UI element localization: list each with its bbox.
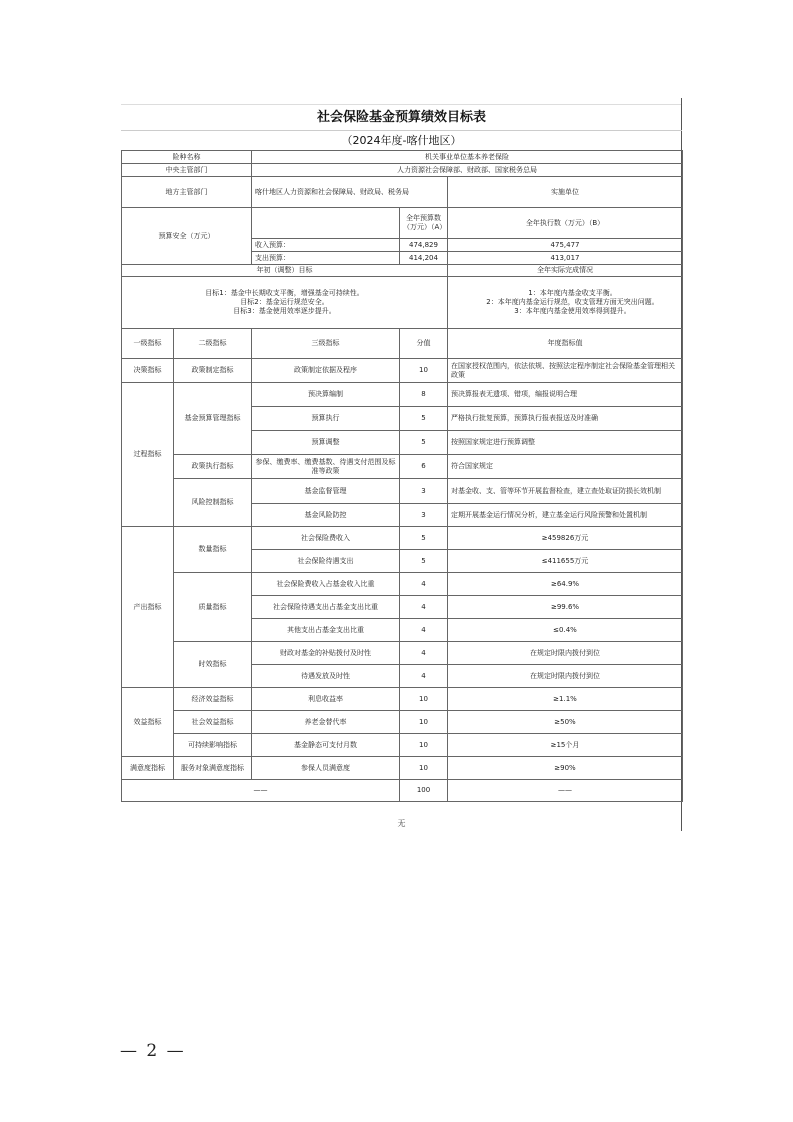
local-dept-label: 地方主管部门 — [122, 177, 252, 208]
indicator-header-row — [122, 329, 683, 359]
goal-right-3: 3：本年度内基金使用效率得到提升。 — [514, 307, 631, 315]
m3-value: ≤0.4% — [448, 619, 683, 642]
total-score: 100 — [400, 780, 448, 802]
local-dept-value: 喀什地区人力资源和社会保障局、财政局、税务局 — [252, 177, 448, 208]
goals-body-row — [122, 277, 683, 329]
effect-economic-row — [122, 688, 683, 711]
impl-unit-label: 实施单位 — [448, 177, 683, 208]
t2-score: 4 — [400, 665, 448, 688]
m1-value: ≥64.9% — [448, 573, 683, 596]
header-level1: 一级指标 — [122, 329, 174, 359]
satisfaction-score: 10 — [400, 757, 448, 780]
m1-score: 4 — [400, 573, 448, 596]
fund-risk-score: 3 — [400, 504, 448, 527]
goals-right — [448, 277, 683, 329]
effect-sustain-row — [122, 734, 683, 757]
budget-prep-row — [122, 383, 683, 407]
budget-label: 预算安全（万元） — [122, 208, 252, 265]
income-b: 475,477 — [448, 239, 683, 252]
process-l1: 过程指标 — [122, 383, 174, 527]
central-dept-value: 人力资源社会保障部、财政部、国家税务总局 — [252, 164, 683, 177]
performance-target-table — [121, 150, 683, 802]
sheet-top-rule — [121, 104, 682, 105]
local-dept-row — [122, 177, 683, 208]
quality-l2: 质量指标 — [174, 573, 252, 642]
m3-score: 4 — [400, 619, 448, 642]
economic-l3: 利息收益率 — [252, 688, 400, 711]
effect-l1: 效益指标 — [122, 688, 174, 757]
insurance-label: 险种名称 — [122, 151, 252, 164]
income-a: 474,829 — [400, 239, 448, 252]
decision-l2: 政策制定指标 — [174, 359, 252, 383]
budget-exec-value: 严格执行批复预算，预算执行报表报送及时准确 — [448, 407, 683, 431]
satisfaction-row — [122, 757, 683, 780]
q1-value: ≥459826万元 — [448, 527, 683, 550]
goal-left-2: 目标2：基金运行规范安全。 — [240, 298, 329, 306]
satisfaction-l1: 满意度指标 — [122, 757, 174, 780]
budget-col-a: 全年预算数（万元）（A） — [400, 208, 448, 239]
policy-exec-row — [122, 455, 683, 479]
m2-l3: 社会保险待遇支出占基金支出比重 — [252, 596, 400, 619]
budget-prep-l3: 预决算编制 — [252, 383, 400, 407]
budget-mgmt-l2: 基金预算管理指标 — [174, 383, 252, 455]
satisfaction-l3: 参保人员满意度 — [252, 757, 400, 780]
header-score: 分值 — [400, 329, 448, 359]
decision-value: 在国家授权范围内，依法依规、按照法定程序制定社会保险基金管理相关政策 — [448, 359, 683, 383]
policy-exec-value: 符合国家规定 — [448, 455, 683, 479]
m3-l3: 其他支出占基金支出比重 — [252, 619, 400, 642]
budget-col-b: 全年执行数（万元）（B） — [448, 208, 683, 239]
header-level2: 二级指标 — [174, 329, 252, 359]
m1-l3: 社会保险费收入占基金收入比重 — [252, 573, 400, 596]
m2-value: ≥99.6% — [448, 596, 683, 619]
sustain-score: 10 — [400, 734, 448, 757]
income-label: 收入预算： — [252, 239, 400, 252]
budget-adj-score: 5 — [400, 431, 448, 455]
t1-score: 4 — [400, 642, 448, 665]
satisfaction-value: ≥90% — [448, 757, 683, 780]
budget-blank — [252, 208, 400, 239]
fund-supervision-value: 对基金收、支、管等环节开展监督检查，建立查处取证防损长效机制 — [448, 479, 683, 504]
economic-l2: 经济效益指标 — [174, 688, 252, 711]
output-t1-row — [122, 642, 683, 665]
fund-supervision-score: 3 — [400, 479, 448, 504]
budget-exec-l3: 预算执行 — [252, 407, 400, 431]
goals-header-right: 全年实际完成情况 — [448, 265, 683, 277]
sustain-l3: 基金静态可支付月数 — [252, 734, 400, 757]
footer-note: 无 — [397, 819, 406, 828]
sustain-l2: 可持续影响指标 — [174, 734, 252, 757]
goal-right-2: 2：本年度内基金运行规范，收支管理方面无突出问题。 — [486, 298, 659, 306]
total-l3: —— — [122, 780, 400, 802]
t2-value: 在规定时限内拨付到位 — [448, 665, 683, 688]
effect-social-row — [122, 711, 683, 734]
output-m1-row — [122, 573, 683, 596]
satisfaction-l2: 服务对象满意度指标 — [174, 757, 252, 780]
social-value: ≥50% — [448, 711, 683, 734]
risk-l2: 风险控制指标 — [174, 479, 252, 527]
q1-score: 5 — [400, 527, 448, 550]
timeliness-l2: 时效指标 — [174, 642, 252, 688]
insurance-value: 机关事业单位基本养老保险 — [252, 151, 683, 164]
expense-b: 413,017 — [448, 252, 683, 265]
output-q1-row — [122, 527, 683, 550]
goals-header-left: 年初（调整）目标 — [122, 265, 448, 277]
social-score: 10 — [400, 711, 448, 734]
budget-prep-score: 8 — [400, 383, 448, 407]
table-subtitle: （2024年度-喀什地区） — [121, 130, 682, 151]
t1-value: 在规定时限内拨付到位 — [448, 642, 683, 665]
central-dept-row — [122, 164, 683, 177]
budget-prep-value: 预决算报表无遗项、错项，编报说明合理 — [448, 383, 683, 407]
header-value: 年度指标值 — [448, 329, 683, 359]
decision-l3: 政策制定依据及程序 — [252, 359, 400, 383]
header-level3: 三级指标 — [252, 329, 400, 359]
central-dept-label: 中央主管部门 — [122, 164, 252, 177]
decision-score: 10 — [400, 359, 448, 383]
m2-score: 4 — [400, 596, 448, 619]
goal-left-3: 目标3：基金使用效率逐步提升。 — [233, 307, 336, 315]
q2-value: ≤411655万元 — [448, 550, 683, 573]
budget-exec-score: 5 — [400, 407, 448, 431]
q1-l3: 社会保险费收入 — [252, 527, 400, 550]
policy-exec-l3: 参保、缴费率、缴费基数、待遇支付范围及标准等政策 — [252, 455, 400, 479]
decision-l1: 决策指标 — [122, 359, 174, 383]
fund-supervision-l3: 基金监督管理 — [252, 479, 400, 504]
fund-supervision-row — [122, 479, 683, 504]
page-number: — 2 — — [120, 1041, 186, 1061]
insurance-row — [122, 151, 683, 164]
output-l1: 产出指标 — [122, 527, 174, 688]
policy-exec-score: 6 — [400, 455, 448, 479]
fund-risk-value: 定期开展基金运行情况分析，建立基金运行风险预警和处置机制 — [448, 504, 683, 527]
goal-right-1: 1：本年度内基金收支平衡。 — [528, 289, 617, 297]
sustain-value: ≥15个月 — [448, 734, 683, 757]
expense-a: 414,204 — [400, 252, 448, 265]
policy-exec-l2: 政策执行指标 — [174, 455, 252, 479]
goals-left — [122, 277, 448, 329]
budget-adj-value: 按照国家规定进行预算调整 — [448, 431, 683, 455]
total-value: —— — [448, 780, 683, 802]
expense-label: 支出预算： — [252, 252, 400, 265]
budget-adj-l3: 预算调整 — [252, 431, 400, 455]
table-title: 社会保险基金预算绩效目标表 — [316, 110, 486, 125]
economic-value: ≥1.1% — [448, 688, 683, 711]
q2-l3: 社会保险待遇支出 — [252, 550, 400, 573]
goals-header-row — [122, 265, 683, 277]
t2-l3: 待遇发放及时性 — [252, 665, 400, 688]
quantity-l2: 数量指标 — [174, 527, 252, 573]
q2-score: 5 — [400, 550, 448, 573]
decision-row — [122, 359, 683, 383]
social-l2: 社会效益指标 — [174, 711, 252, 734]
budget-header-row — [122, 208, 683, 239]
total-row — [122, 780, 683, 802]
social-l3: 养老金替代率 — [252, 711, 400, 734]
economic-score: 10 — [400, 688, 448, 711]
t1-l3: 财政对基金的补贴拨付及时性 — [252, 642, 400, 665]
fund-risk-l3: 基金风险防控 — [252, 504, 400, 527]
goal-left-1: 目标1：基金中长期收支平衡，增强基金可持续性。 — [205, 289, 364, 297]
